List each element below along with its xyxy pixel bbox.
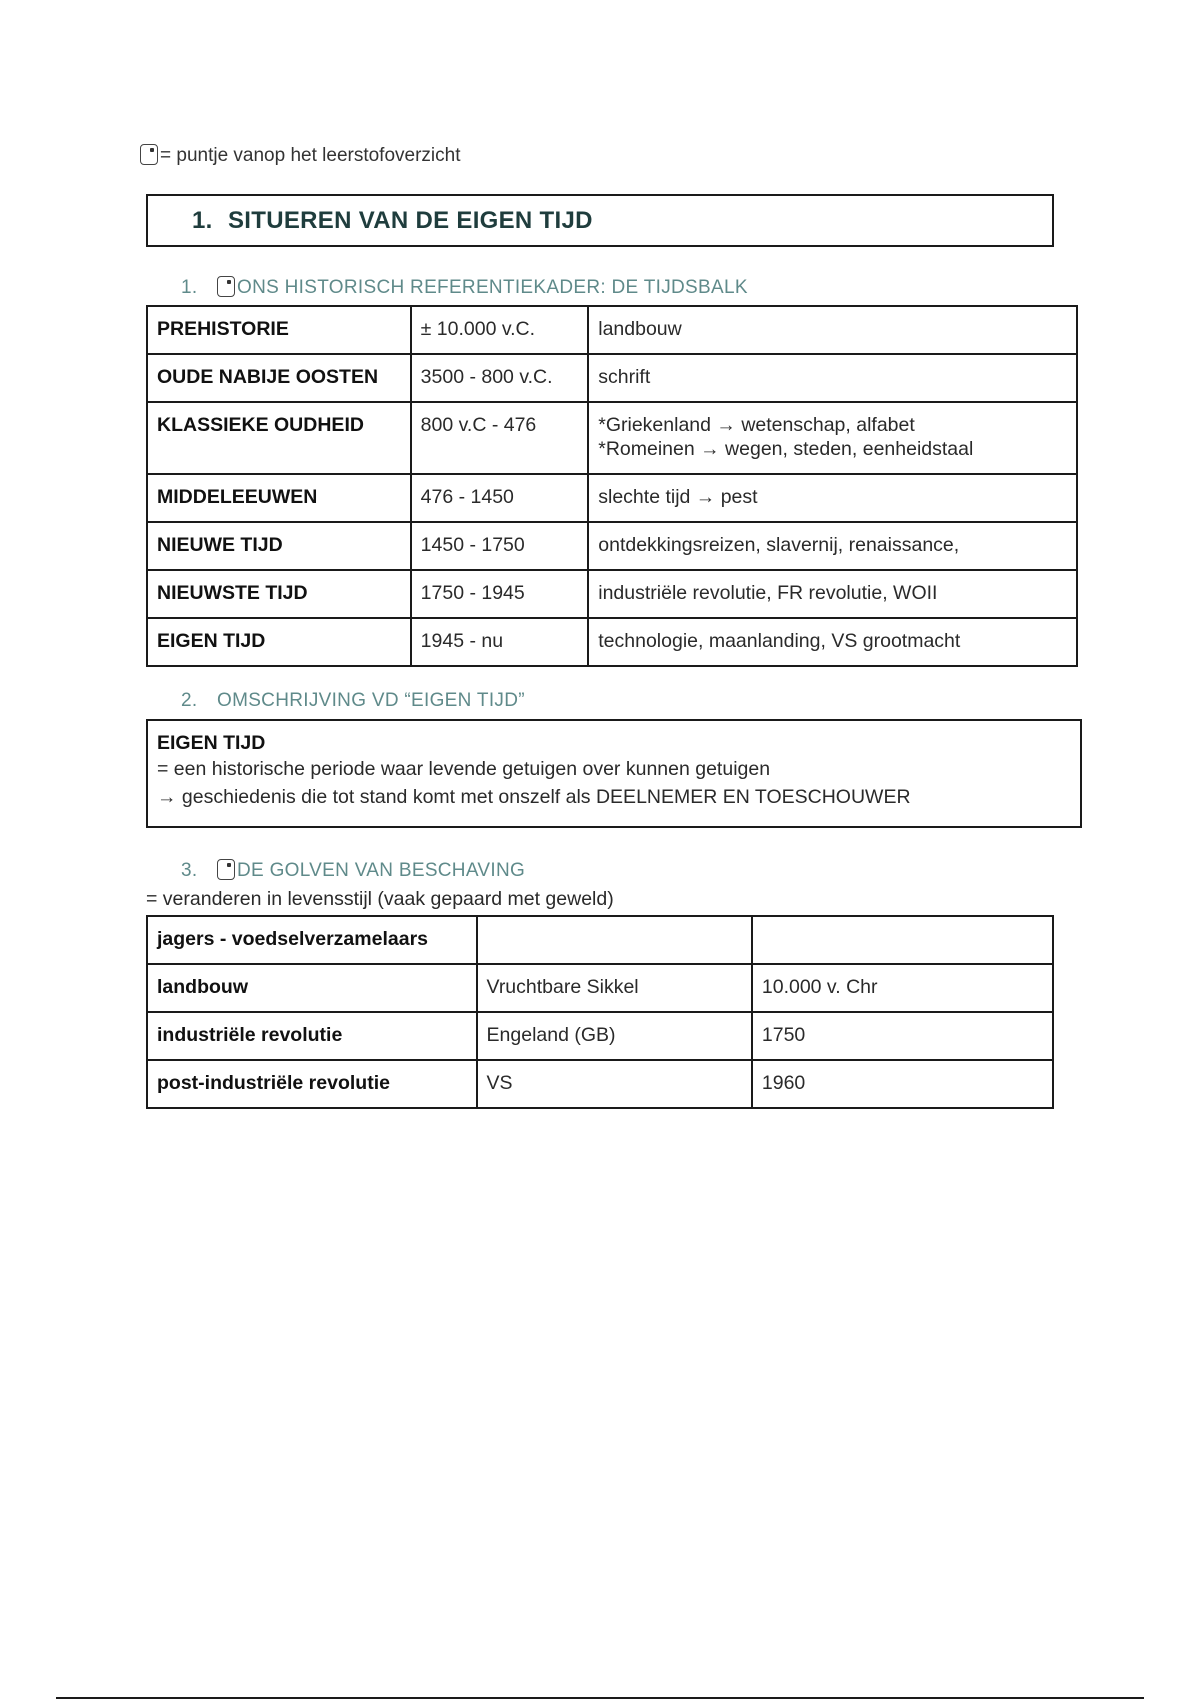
period-description [588,522,1077,570]
period-date: ± 10.000 v.C. [411,306,589,354]
period-date: 1750 - 1945 [411,570,589,618]
wave-date: 1960 [752,1060,1053,1108]
section-title: OMSCHRIJVING VD “EIGEN TIJD” [217,690,525,711]
period-date: 3500 - 800 v.C. [411,354,589,402]
timeline-row [147,474,1077,522]
period-date: 1945 - nu [411,618,589,666]
period-date: 476 - 1450 [411,474,589,522]
period-name: NIEUWSTE TIJD [147,570,411,618]
chapter-number: 1. [192,207,213,234]
wave-date: 1750 [752,1012,1053,1060]
description-line: *Romeinen → wegen, steden, eenheidstaal [598,438,974,460]
wave-row [147,1060,1053,1108]
section-title: DE GOLVEN VAN BESCHAVING [237,860,526,881]
period-description [588,306,1077,354]
definition-box [146,719,1082,828]
wave-row [147,1012,1053,1060]
waves-table [146,915,1054,1109]
period-date: 1450 - 1750 [411,522,589,570]
bookmark-doc-icon [217,276,235,297]
period-name: MIDDELEEUWEN [147,474,411,522]
wave-place: Engeland (GB) [477,1012,752,1060]
definition-term: EIGEN TIJD [157,732,266,754]
wave-name: jagers - voedselverzamelaars [147,916,477,964]
period-description [588,402,1077,474]
period-description [588,354,1077,402]
wave-name: industriële revolutie [147,1012,477,1060]
description-line: schrift [598,366,651,388]
wave-row [147,964,1053,1012]
period-description [588,474,1077,522]
wave-name: landbouw [147,964,477,1012]
period-name: PREHISTORIE [147,306,411,354]
wave-place: VS [477,1060,752,1108]
waves-intro: = veranderen in levensstijl (vaak gepaard met geweld) [146,888,614,910]
definition-line: → geschiedenis die tot stand komt met onszelf als DEELNEMER EN TOESCHOUWER [157,786,911,808]
description-line: slechte tijd → pest [598,486,758,508]
section-heading-2 [181,689,525,713]
period-description [588,570,1077,618]
timeline-table [146,305,1078,667]
description-line: *Griekenland → wetenschap, alfabet [598,414,915,436]
period-name: KLASSIEKE OUDHEID [147,402,411,474]
bottom-divider [56,1697,1144,1699]
section-number: 1. [181,277,198,298]
period-name: OUDE NABIJE OOSTEN [147,354,411,402]
wave-place: Vruchtbare Sikkel [477,964,752,1012]
section-title: ONS HISTORISCH REFERENTIEKADER: DE TIJDSBALK [237,277,748,298]
wave-place [477,916,752,964]
wave-date: 10.000 v. Chr [752,964,1053,1012]
period-date: 800 v.C - 476 [411,402,589,474]
timeline-row [147,402,1077,474]
timeline-row [147,522,1077,570]
chapter-title: SITUEREN VAN DE EIGEN TIJD [228,207,593,234]
chapter-title-box [146,194,1054,247]
section-heading-3 [181,859,525,883]
timeline-row [147,618,1077,666]
description-line: ontdekkingsreizen, slavernij, renaissance, [598,534,960,556]
wave-row [147,916,1053,964]
bookmark-doc-icon [140,144,158,165]
section-heading-1 [181,276,748,300]
timeline-row [147,354,1077,402]
period-description [588,618,1077,666]
timeline-row [147,306,1077,354]
legend-text: = puntje vanop het leerstofoverzicht [160,145,461,166]
definition-line: = een historische periode waar levende getuigen over kunnen getuigen [157,758,771,780]
wave-name: post-industriële revolutie [147,1060,477,1108]
legend [140,144,461,168]
section-number: 3. [181,860,198,881]
period-name: EIGEN TIJD [147,618,411,666]
period-name: NIEUWE TIJD [147,522,411,570]
section-number: 2. [181,690,198,711]
wave-date [752,916,1053,964]
description-line: technologie, maanlanding, VS grootmacht [598,630,961,652]
bookmark-doc-icon [217,859,235,880]
description-line: landbouw [598,318,682,340]
description-line: industriële revolutie, FR revolutie, WOII [598,582,938,604]
timeline-row [147,570,1077,618]
